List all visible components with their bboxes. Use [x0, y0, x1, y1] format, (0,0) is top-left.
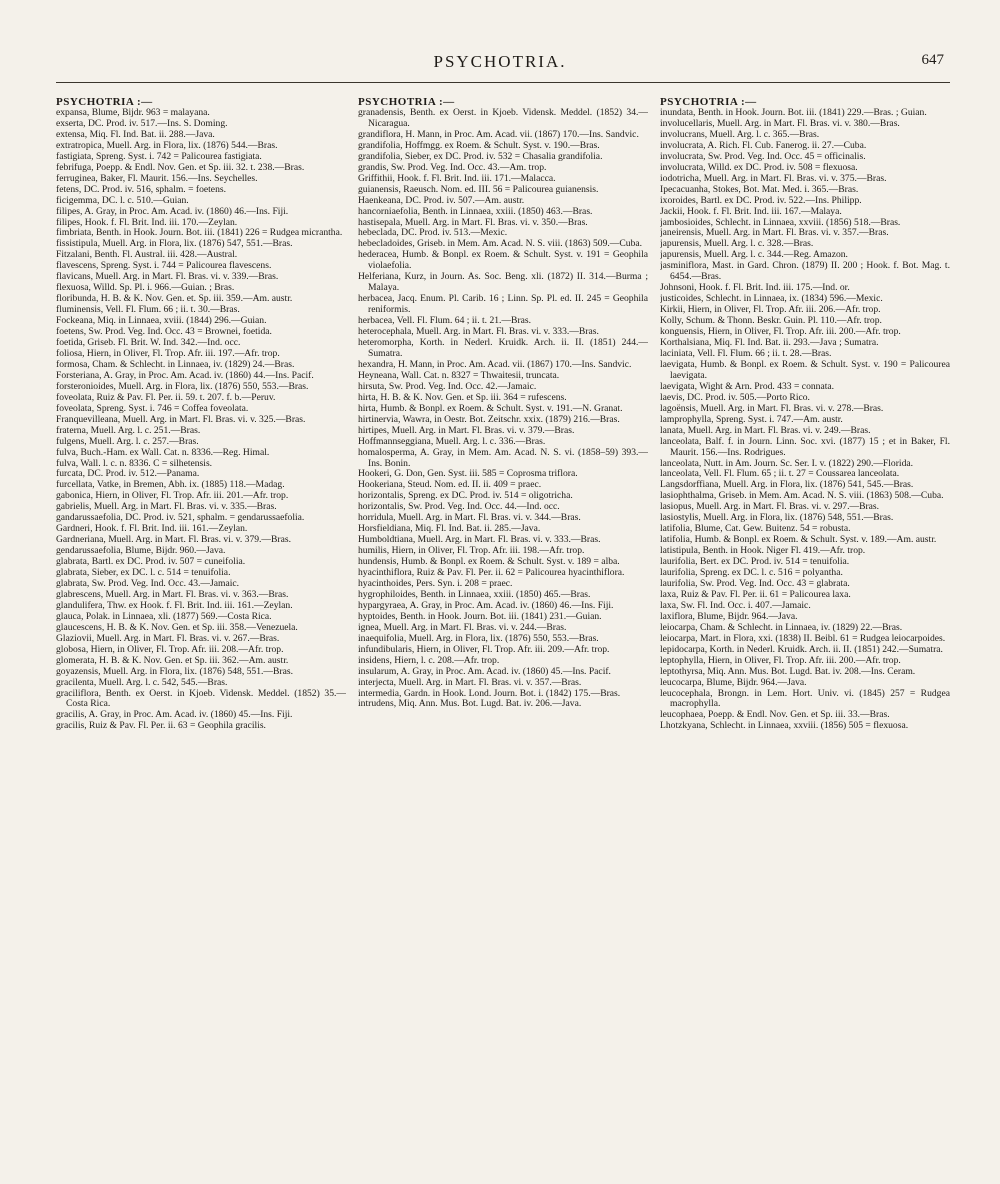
index-entry: leiocarpa, Mart. in Flora, xxi. (1838) II. Beibl. 61 = Rudgea leiocarpoides. [660, 632, 946, 644]
index-entry: goyazensis, Muell. Arg. in Flora, lix. (1876) 548, 551.—Bras. [56, 665, 293, 677]
index-entry: leptophylla, Hiern, in Oliver, Fl. Trop. Afr. iii. 200.—Afr. trop. [660, 654, 901, 666]
index-entry: floribunda, H. B. & K. Nov. Gen. et. Sp. iii. 359.—Am. austr. [56, 293, 293, 305]
index-entry: glaucescens, H. B. & K. Nov. Gen. et Sp. iii. 358.—Venezuela. [56, 621, 298, 633]
index-entry: guianensis, Raeusch. Nom. ed. III. 56 = Palicourea guianensis. [358, 183, 599, 195]
index-entry: glabrata, Sw. Prod. Veg. Ind. Occ. 43.—Jamaic. [56, 577, 240, 589]
index-entry: hygrophiloides, Benth. in Linnaea, xxiii. (1850) 465.—Bras. [358, 588, 591, 600]
index-entry: expansa, Blume, Bijdr. 963 = malayana. [56, 107, 210, 118]
index-entry: Kolly, Schum. & Thonn. Beskr. Guin. Pl. 110.—Afr. trop. [660, 315, 882, 327]
index-entry: gandarussaefolia, DC. Prod. iv. 521, sphalm. = gendarussaefolia. [56, 512, 305, 524]
index-entry: foetida, Griseb. Fl. Brit. W. Ind. 342.—Ind. occ. [56, 337, 241, 349]
index-entry: grandifolia, Hoffmgg. ex Roem. & Schult. Syst. v. 190.—Bras. [358, 139, 600, 151]
index-entry: filipes, A. Gray, in Proc. Am. Acad. iv. (1860) 46.—Ins. Fiji. [56, 205, 289, 217]
index-entry: hyacinthiflora, Ruiz & Pav. Fl. Per. ii. 62 = Palicourea hyacinthiflora. [358, 567, 625, 579]
index-entry: laevis, DC. Prod. iv. 505.—Porto Rico. [660, 391, 810, 403]
index-entry: Ipecacuanha, Stokes, Bot. Mat. Med. i. 365.—Bras. [660, 183, 859, 195]
index-entry: gendarussaefolia, Blume, Bijdr. 960.—Java. [56, 545, 226, 557]
index-entry: laevigata, Humb. & Bonpl. ex Roem. & Schult. Syst. v. 190 = Palicourea laevigata. [660, 358, 950, 381]
index-entry: hastisepala, Muell. Arg. in Mart. Fl. Bras. vi. v. 350.—Bras. [358, 216, 588, 228]
column-3 [660, 94, 950, 1174]
index-entry: ferruginea, Baker, Fl. Maurit. 156.—Ins. Seychelles. [56, 172, 258, 184]
index-entry: hypargyraea, A. Gray, in Proc. Am. Acad. iv. (1860) 46.—Ins. Fiji. [358, 599, 614, 611]
index-entry: konguensis, Hiern, in Oliver, Fl. Trop. Afr. iii. 200.—Afr. trop. [660, 326, 901, 338]
index-entry: glauca, Polak. in Linnaea, xli. (1877) 569.—Costa Rica. [56, 610, 272, 622]
index-entry: inundata, Benth. in Hook. Journ. Bot. iii. (1841) 229.—Bras. ; Guian. [660, 107, 927, 118]
index-entry: lamprophylla, Spreng. Syst. i. 747.—Am. austr. [660, 413, 843, 425]
index-entry: grandis, Sw. Prod. Veg. Ind. Occ. 43.—Am. trop. [358, 161, 547, 173]
index-entry: lagoënsis, Muell. Arg. in Mart. Fl. Bras. vi. v. 278.—Bras. [660, 402, 884, 414]
index-entry: involucellaris, Muell. Arg. in Mart. Fl. Bras. vi. v. 380.—Bras. [660, 117, 900, 129]
index-entry: Gardneriana, Muell. Arg. in Mart. Fl. Bras. vi. v. 379.—Bras. [56, 534, 292, 546]
index-entry: foveolata, Ruiz & Pav. Fl. Per. ii. 59. t. 207. f. b.—Peruv. [56, 391, 276, 403]
columns [56, 94, 956, 1174]
index-entry: justicoides, Schlecht. in Linnaea, ix. (1834) 596.—Mexic. [660, 293, 883, 305]
index-entry: fulva, Wall. l. c. n. 8336. C = silhetensis. [56, 457, 213, 469]
index-entry: hederacea, Humb. & Bonpl. ex Roem. & Schult. Syst. v. 191 = Geophila violaefolia. [358, 249, 648, 272]
index-entry: graciliflora, Benth. ex Oerst. in Kjoeb. Vidensk. Meddel. (1852) 35.—Costa Rica. [56, 687, 346, 710]
index-entry: leiocarpa, Cham. & Schlecht. in Linnaea, iv. (1829) 22.—Bras. [660, 621, 903, 633]
index-entry: glomerata, H. B. & K. Nov. Gen. et Sp. iii. 362.—Am. austr. [56, 654, 289, 666]
index-entry: laevigata, Wight & Arn. Prod. 433 = connata. [660, 380, 835, 392]
index-entry: granadensis, Benth. ex Oerst. in Kjoeb. Vidensk. Meddel. (1852) 34.—Nicaragua. [358, 107, 648, 129]
index-entry: laxa, Ruiz & Pav. Fl. Per. ii. 61 = Palicourea laxa. [660, 588, 851, 600]
index-entry: leucophaea, Poepp. & Endl. Nov. Gen. et Sp. iii. 33.—Bras. [660, 709, 890, 721]
column-1 [56, 94, 346, 1174]
index-entry: flavicans, Muell. Arg. in Mart. Fl. Bras. vi. v. 339.—Bras. [56, 271, 279, 283]
index-entry: flavescens, Spreng. Syst. i. 744 = Palicourea flavescens. [56, 260, 272, 272]
index-entry: gracilenta, Muell. Arg. l. c. 542, 545.—Bras. [56, 676, 228, 688]
index-entry: Forsteriana, A. Gray, in Proc. Am. Acad. iv. (1860) 44.—Ins. Pacif. [56, 369, 314, 381]
index-entry: hyacinthoides, Pers. Syn. i. 208 = praec. [358, 577, 513, 589]
index-entry: infundibularis, Hiern, in Oliver, Fl. Trop. Afr. iii. 209.—Afr. trop. [358, 643, 610, 655]
index-entry: heteromorpha, Korth. in Nederl. Kruidk. Arch. ii. II. (1851) 244.—Sumatra. [358, 337, 648, 359]
index-entry: foveolata, Spreng. Syst. i. 746 = Coffea foveolata. [56, 402, 249, 414]
index-entry: horridula, Muell. Arg. in Mart. Fl. Bras. vi. v. 344.—Bras. [358, 512, 581, 524]
index-entry: hebeclada, DC. Prod. iv. 513.—Mexic. [358, 227, 508, 239]
index-entry: hexandra, H. Mann, in Proc. Am. Acad. vii. (1867) 170.—Ins. Sandvic. [358, 358, 632, 370]
index-entry: Haenkeana, DC. Prod. iv. 507.—Am. austr. [358, 194, 525, 206]
index-entry: gabrielis, Muell. Arg. in Mart. Fl. Bras. vi. v. 335.—Bras. [56, 501, 277, 513]
index-entry: janeirensis, Muell. Arg. in Mart. Fl. Bras. vi. v. 357.—Bras. [660, 227, 889, 239]
index-entry: insidens, Hiern, l. c. 208.—Afr. trop. [358, 654, 500, 666]
index-entry: furcata, DC. Prod. iv. 512.—Panama. [56, 468, 200, 480]
index-entry: latifolia, Blume, Cat. Gew. Buitenz. 54 = robusta. [660, 523, 851, 535]
index-entry: leucocarpa, Blume, Bijdr. 964.—Java. [660, 676, 807, 688]
index-entry: fraterna, Muell. Arg. l. c. 251.—Bras. [56, 424, 201, 436]
index-entry: involucrata, A. Rich. Fl. Cub. Fanerog. ii. 27.—Cuba. [660, 139, 867, 151]
index-entry: Hoffmannseggiana, Muell. Arg. l. c. 336.—Bras. [358, 435, 546, 447]
index-entry: grandiflora, H. Mann, in Proc. Am. Acad. vii. (1867) 170.—Ins. Sandvic. [358, 128, 639, 140]
index-entry: Fockeana, Miq. in Linnaea, xviii. (1844) 296.—Guian. [56, 315, 267, 327]
index-entry: Horsfieldiana, Miq. Fl. Ind. Bat. ii. 285.—Java. [358, 523, 541, 535]
index-entry: filipes, Hook. f. Fl. Brit. Ind. iii. 170.—Zeylan. [56, 216, 238, 228]
index-entry: fulva, Buch.-Ham. ex Wall. Cat. n. 8336.—Reg. Himal. [56, 446, 270, 458]
index-entry: latifolia, Humb. & Bonpl. ex Roem. & Schult. Syst. v. 189.—Am. austr. [660, 534, 937, 546]
index-entry: herbacea, Jacq. Enum. Pl. Carib. 16 ; Linn. Sp. Pl. ed. II. 245 = Geophila reniformis. [358, 293, 648, 316]
index-entry: intermedia, Gardn. in Hook. Lond. Journ. Bot. i. (1842) 175.—Bras. [358, 687, 621, 699]
index-entry: jasminiflora, Mast. in Gard. Chron. (1879) II. 200 ; Hook. f. Bot. Mag. t. 6454.—Bras. [660, 260, 950, 283]
index-entry: japurensis, Muell. Arg. l. c. 328.—Bras. [660, 238, 814, 250]
index-entry: Fitzalani, Benth. Fl. Austral. iii. 428.—Austral. [56, 249, 238, 261]
index-entry: laxa, Sw. Fl. Ind. Occ. i. 407.—Jamaic. [660, 599, 811, 611]
index-entry: Heyneana, Wall. Cat. n. 8327 = Thwaitesii, truncata. [358, 369, 560, 381]
index-entry: hirsuta, Sw. Prod. Veg. Ind. Occ. 42.—Jamaic. [358, 380, 537, 392]
index-entry: jambosioides, Schlecht. in Linnaea, xxviii. (1856) 518.—Bras. [660, 216, 901, 228]
index-entry: involucrata, Sw. Prod. Veg. Ind. Occ. 45 = officinalis. [660, 150, 866, 162]
index-entry: involucrata, Willd. ex DC. Prod. iv. 508 = flexuosa. [660, 161, 858, 173]
index-entry: fulgens, Muell. Arg. l. c. 257.—Bras. [56, 435, 199, 447]
index-entry: hirtinervia, Wawra, in Oestr. Bot. Zeitschr. xxix. (1879) 216.—Bras. [358, 413, 620, 425]
running-title: PSYCHOTRIA. [433, 52, 567, 71]
index-entry: gracilis, Ruiz & Pav. Fl. Per. ii. 63 = Geophila gracilis. [56, 720, 266, 732]
index-entry: extensa, Miq. Fl. Ind. Bat. ii. 288.—Java. [56, 128, 215, 140]
index-entry: extratropica, Muell. Arg. in Flora, lix. (1876) 544.—Bras. [56, 139, 278, 151]
index-entry: hancorniaefolia, Benth. in Linnaea, xxiii. (1850) 463.—Bras. [358, 205, 593, 217]
index-entry: fimbriata, Benth. in Hook. Journ. Bot. iii. (1841) 226 = Rudgea micrantha. [56, 227, 343, 239]
index-entry: lasiopus, Muell. Arg. in Mart. Fl. Bras. vi. v. 297.—Bras. [660, 501, 880, 513]
index-entry: furcellata, Vatke, in Bremen, Abh. ix. (1885) 118.—Madag. [56, 479, 285, 491]
index-entry: fetens, DC. Prod. iv. 516, sphalm. = foetens. [56, 183, 226, 195]
index-entry: interjecta, Muell. Arg. in Mart. Fl. Bras. vi. v. 357.—Bras. [358, 676, 582, 688]
index-entry: Franquevilleana, Muell. Arg. in Mart. Fl. Bras. vi. v. 325.—Bras. [56, 413, 306, 425]
header-rule [56, 82, 950, 83]
index-entry: Humboldtiana, Muell. Arg. in Mart. Fl. Bras. vi. v. 333.—Bras. [358, 534, 601, 546]
index-entry: lanceolata, Nutt. in Am. Journ. Sc. Ser. I. v. (1822) 290.—Florida. [660, 457, 914, 469]
index-entry: japurensis, Muell. Arg. l. c. 344.—Reg. Amazon. [660, 249, 848, 261]
index-entry: lanata, Muell. Arg. in Mart. Fl. Bras. vi. v. 249.—Bras. [660, 424, 871, 436]
index-entry: Kirkii, Hiern, in Oliver, Fl. Trop. Afr. iii. 206.—Afr. trop. [660, 304, 881, 316]
index-entry: Griffithii, Hook. f. Fl. Brit. Ind. iii. 171.—Malacca. [358, 172, 556, 184]
index-entry: lanceolata, Balf. f. in Journ. Linn. Soc. xvi. (1877) 15 ; et in Baker, Fl. Maurit. 156.—Ins. Rodrigues. [660, 435, 950, 458]
index-entry: Lhotzkyana, Schlecht. in Linnaea, xxviii. (1856) 505 = flexuosa. [660, 720, 909, 732]
index-entry: horizontalis, Sw. Prod. Veg. Ind. Occ. 44.—Ind. occ. [358, 501, 560, 513]
index-entry: lasiostylis, Muell. Arg. in Flora, lix. (1876) 548, 551.—Bras. [660, 512, 894, 524]
index-entry: globosa, Hiern, in Oliver, Fl. Trop. Afr. iii. 208.—Afr. trop. [56, 643, 284, 655]
index-entry: humilis, Hiern, in Oliver, Fl. Trop. Afr. iii. 198.—Afr. trop. [358, 545, 585, 557]
index-entry: insularum, A. Gray, in Proc. Am. Acad. iv. (1860) 45.—Ins. Pacif. [358, 665, 611, 677]
index-entry: ixoroides, Bartl. ex DC. Prod. iv. 522.—Ins. Philipp. [660, 194, 862, 206]
index-entry: laurifolia, Sw. Prod. Veg. Ind. Occ. 43 = glabrata. [660, 577, 850, 589]
index-entry: laxiflora, Blume, Bijdr. 964.—Java. [660, 610, 798, 622]
index-entry: ficigemma, DC. l. c. 510.—Guian. [56, 194, 189, 206]
index-entry: laciniata, Vell. Fl. Flum. 66 ; ii. t. 28.—Bras. [660, 347, 832, 359]
index-entry: leptothyrsa, Miq. Ann. Mus. Bot. Lugd. Bat. iv. 208.—Ins. Ceram. [660, 665, 916, 677]
index-entry: involucrans, Muell. Arg. l. c. 365.—Bras. [660, 128, 820, 140]
index-entry: laurifolia, Spreng. ex DC. l. c. 516 = polyantha. [660, 567, 843, 579]
index-entry: homalosperma, A. Gray, in Mem. Am. Acad. N. S. vi. (1858–59) 393.—Ins. Bonin. [358, 446, 648, 469]
index-entry: hirtipes, Muell. Arg. in Mart. Fl. Bras. vi. v. 379.—Bras. [358, 424, 575, 436]
column-2 [358, 94, 648, 1174]
index-entry: flexuosa, Willd. Sp. Pl. i. 966.—Guian. ; Bras. [56, 282, 235, 294]
index-entry: hirta, H. B. & K. Nov. Gen. et Sp. iii. 364 = rufescens. [358, 391, 567, 403]
column-heading: PSYCHOTRIA :— [660, 96, 757, 108]
index-entry: horizontalis, Spreng. ex DC. Prod. iv. 514 = oligotricha. [358, 490, 573, 502]
page-number: 647 [921, 52, 944, 68]
index-entry: intrudens, Miq. Ann. Mus. Bot. Lugd. Bat. iv. 206.—Java. [358, 698, 582, 710]
index-entry: gracilis, A. Gray, in Proc. Am. Acad. iv. (1860) 45.—Ins. Fiji. [56, 709, 293, 721]
index-entry: lasiophthalma, Griseb. in Mem. Am. Acad. N. S. viii. (1863) 508.—Cuba. [660, 490, 944, 502]
column-heading: PSYCHOTRIA :— [358, 96, 455, 108]
index-entry: hundensis, Humb. & Bonpl. ex Roem. & Schult. Syst. v. 189 = alba. [358, 556, 620, 568]
column-heading: PSYCHOTRIA :— [56, 96, 153, 108]
index-entry: hirta, Humb. & Bonpl. ex Roem. & Schult. Syst. v. 191.—N. Granat. [358, 402, 623, 414]
index-entry: hyptoides, Benth. in Hook. Journ. Bot. iii. (1841) 231.—Guian. [358, 610, 602, 622]
index-entry: Korthalsiana, Miq. Fl. Ind. Bat. ii. 293.—Java ; Sumatra. [660, 337, 879, 349]
index-entry: Hookeri, G. Don, Gen. Syst. iii. 585 = Coprosma triflora. [358, 468, 578, 480]
index-entry: exserta, DC. Prod. iv. 517.—Ins. S. Doming. [56, 117, 228, 129]
index-entry: febrifuga, Poepp. & Endl. Nov. Gen. et Sp. iii. 32. t. 238.—Bras. [56, 161, 305, 173]
index-entry: fluminensis, Vell. Fl. Flum. 66 ; ii. t. 30.—Bras. [56, 304, 240, 316]
index-entry: gabonica, Hiern, in Oliver, Fl. Trop. Afr. iii. 201.—Afr. trop. [56, 490, 289, 502]
index-entry: iodotricha, Muell. Arg. in Mart. Fl. Bras. vi. v. 375.—Bras. [660, 172, 887, 184]
index-entry: Hookeriana, Steud. Nom. ed. II. ii. 409 = praec. [358, 479, 542, 491]
index-entry: lepidocarpa, Korth. in Nederl. Kruidk. Arch. ii. II. (1851) 242.—Sumatra. [660, 643, 943, 655]
index-entry: Helferiana, Kurz, in Journ. As. Soc. Beng. xli. (1872) II. 314.—Burma ; Malaya. [358, 271, 648, 294]
index-entry: herbacea, Vell. Fl. Flum. 64 ; ii. t. 21.—Bras. [358, 315, 532, 327]
index-entry: glabrata, Sieber, ex DC. l. c. 514 = tenuifolia. [56, 567, 231, 579]
index-entry: foliosa, Hiern, in Oliver, Fl. Trop. Afr. iii. 197.—Afr. trop. [56, 347, 280, 359]
index-entry: glandulifera, Thw. ex Hook. f. Fl. Brit. Ind. iii. 161.—Zeylan. [56, 599, 293, 611]
index-entry: inaequifolia, Muell. Arg. in Flora, lix. (1876) 550, 553.—Bras. [358, 632, 599, 644]
index-entry: fastigiata, Spreng. Syst. i. 742 = Palicourea fastigiata. [56, 150, 262, 162]
index-entry: glabrata, Bartl. ex DC. Prod. iv. 507 = cuneifolia. [56, 556, 246, 568]
index-entry: Glaziovii, Muell. Arg. in Mart. Fl. Bras. vi. v. 267.—Bras. [56, 632, 280, 644]
index-entry: glabrescens, Muell. Arg. in Mart. Fl. Bras. vi. v. 363.—Bras. [56, 588, 289, 600]
index-entry: formosa, Cham. & Schlecht. in Linnaea, iv. (1829) 24.—Bras. [56, 358, 295, 370]
index-entry: grandifolia, Sieber, ex DC. Prod. iv. 532 = Chasalia grandifolia. [358, 150, 603, 162]
index-entry: foetens, Sw. Prod. Veg. Ind. Occ. 43 = Brownei, foetida. [56, 326, 272, 338]
index-entry: latistipula, Benth. in Hook. Niger Fl. 419.—Afr. trop. [660, 545, 866, 557]
index-entry: Johnsoni, Hook. f. Fl. Brit. Ind. iii. 175.—Ind. or. [660, 282, 850, 294]
index-entry: ignea, Muell. Arg. in Mart. Fl. Bras. vi. v. 244.—Bras. [358, 621, 567, 633]
index-entry: forsteronioides, Muell. Arg. in Flora, lix. (1876) 550, 553.—Bras. [56, 380, 309, 392]
index-entry: heterocephala, Muell. Arg. in Mart. Fl. Bras. vi. v. 333.—Bras. [358, 326, 599, 338]
index-entry: leucocephala, Brongn. in Lem. Hort. Univ. vi. (1845) 257 = Rudgea macrophylla. [660, 687, 950, 710]
index-entry: laurifolia, Bert. ex DC. Prod. iv. 514 = tenuifolia. [660, 556, 850, 568]
index-entry: fissistipula, Muell. Arg. in Flora, lix. (1876) 547, 551.—Bras. [56, 238, 293, 250]
index-entry: Jackii, Hook. f. Fl. Brit. Ind. iii. 167.—Malaya. [660, 205, 842, 217]
index-entry: hebecladoides, Griseb. in Mem. Am. Acad. N. S. viii. (1863) 509.—Cuba. [358, 238, 643, 250]
index-entry: Langsdorffiana, Muell. Arg. in Flora, lix. (1876) 541, 545.—Bras. [660, 479, 914, 491]
index-entry: Gardneri, Hook. f. Fl. Brit. Ind. iii. 161.—Zeylan. [56, 523, 248, 535]
index-entry: lanceolata, Vell. Fl. Flum. 65 ; ii. t. 27 = Coussarea lanceolata. [660, 468, 900, 480]
